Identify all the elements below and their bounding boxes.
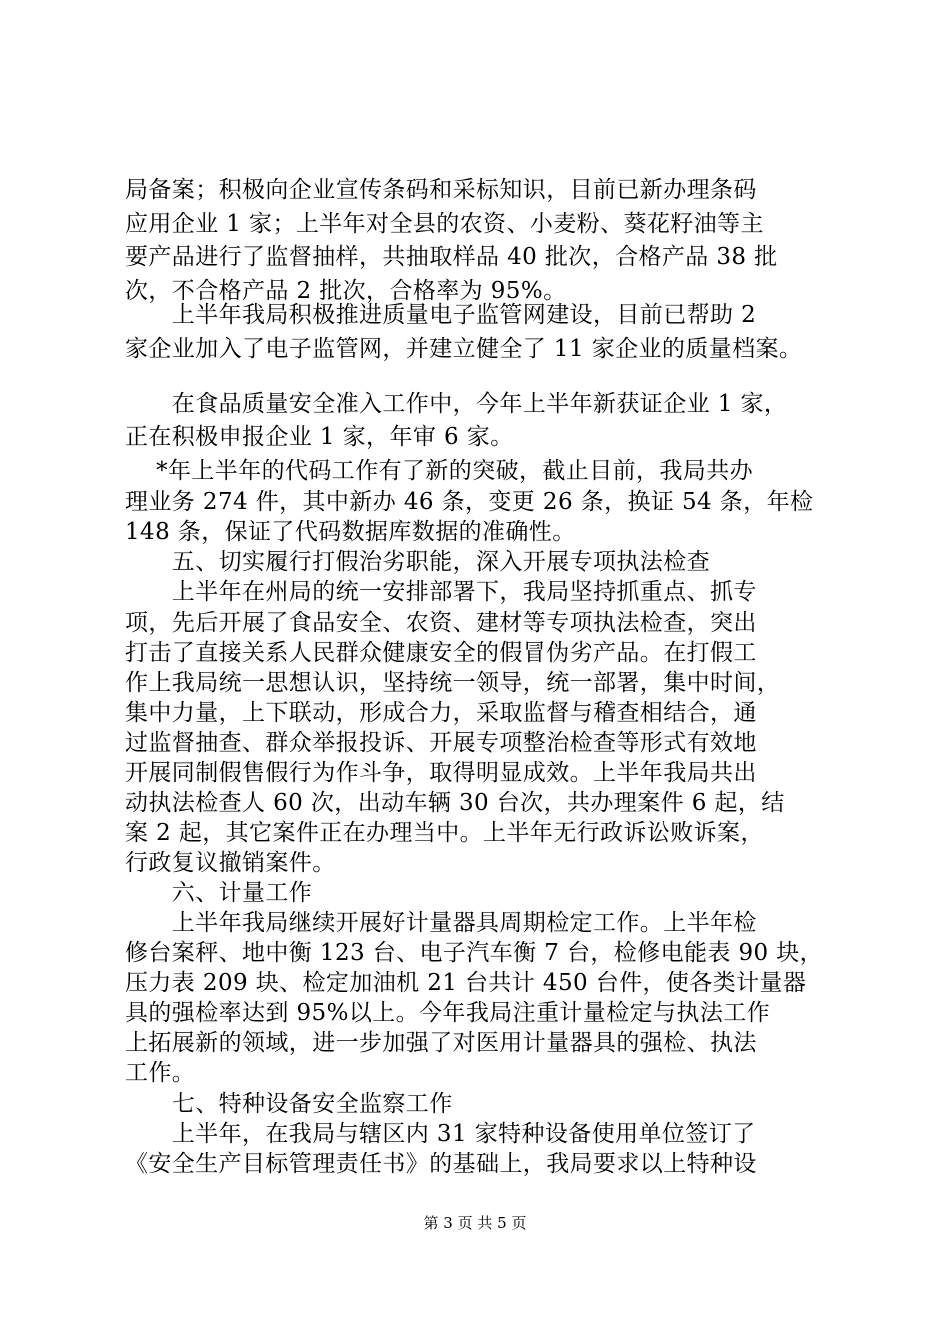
text-line: 工作。 [125,1060,196,1086]
text-line: 应用企业 1 家；上半年对全县的农资、小麦粉、葵花籽油等主 [125,211,764,237]
text-line: 上拓展新的领域，进一步加强了对医用计量器具的强检、执法 [125,1030,757,1056]
text-line: 行政复议撤销案件。 [125,850,336,876]
text-line: 理业务 274 件，其中新办 46 条，变更 26 条，换证 54 条，年检 [125,489,814,515]
text-line: *年上半年的代码工作有了新的突破，截止目前，我局共办 [125,458,754,484]
section-heading: 五、切实履行打假治劣职能，深入开展专项执法检查 [125,549,710,575]
text-line: 具的强检率达到 95%以上。今年我局注重计量检定与执法工作 [125,1000,771,1026]
text-line: 要产品进行了监督抽样，共抽取样品 40 批次，合格产品 38 批 [125,244,778,270]
text-line: 开展同制假售假行为作斗争，取得明显成效。上半年我局共出 [125,760,757,786]
text-line: 上半年我局继续开展好计量器具周期检定工作。上半年检 [125,910,757,936]
text-line: 压力表 209 块、检定加油机 21 台共计 450 台件，使各类计量器 [125,970,807,996]
text-line: 上半年我局积极推进质量电子监管网建设，目前已帮助 2 [125,302,757,328]
section-heading: 六、计量工作 [125,880,313,906]
text-line: 《安全生产目标管理责任书》的基础上，我局要求以上特种设 [125,1151,757,1177]
text-line: 家企业加入了电子监管网，并建立健全了 11 家企业的质量档案。 [125,336,803,362]
text-line: 打击了直接关系人民群众健康安全的假冒伪劣产品。在打假工 [125,640,757,666]
text-line: 集中力量，上下联动，形成合力，采取监督与稽查相结合，通 [125,700,757,726]
section-heading: 七、特种设备安全监察工作 [125,1091,453,1117]
text-line: 动执法检查人 60 次，出动车辆 30 台次，共办理案件 6 起，结 [125,790,785,816]
text-line: 次，不合格产品 2 批次，合格率为 95%。 [125,278,567,304]
text-line: 148 条，保证了代码数据库数据的准确性。 [125,519,576,545]
text-line: 案 2 起，其它案件正在办理当中。上半年无行政诉讼败诉案， [125,820,764,846]
text-line: 修台案秤、地中衡 123 台、电子汽车衡 7 台，检修电能表 90 块， [125,940,824,966]
text-line: 上半年，在我局与辖区内 31 家特种设备使用单位签订了 [125,1121,756,1147]
text-line: 局备案；积极向企业宣传条码和采标知识，目前已新办理条码 [125,177,757,203]
text-line: 正在积极申报企业 1 家，年审 6 家。 [125,424,514,450]
text-line: 项，先后开展了食品安全、农资、建材等专项执法检查，突出 [125,610,757,636]
page-number-footer: 第 3 页 共 5 页 [423,1214,527,1232]
text-line: 上半年在州局的统一安排部署下，我局坚持抓重点、抓专 [125,579,757,605]
text-line: 过监督抽查、群众举报投诉、开展专项整治检查等形式有效地 [125,730,757,756]
text-line: 作上我局统一思想认识，坚持统一领导，统一部署，集中时间， [125,670,781,696]
text-line: 在食品质量安全准入工作中，今年上半年新获证企业 1 家， [125,391,788,417]
